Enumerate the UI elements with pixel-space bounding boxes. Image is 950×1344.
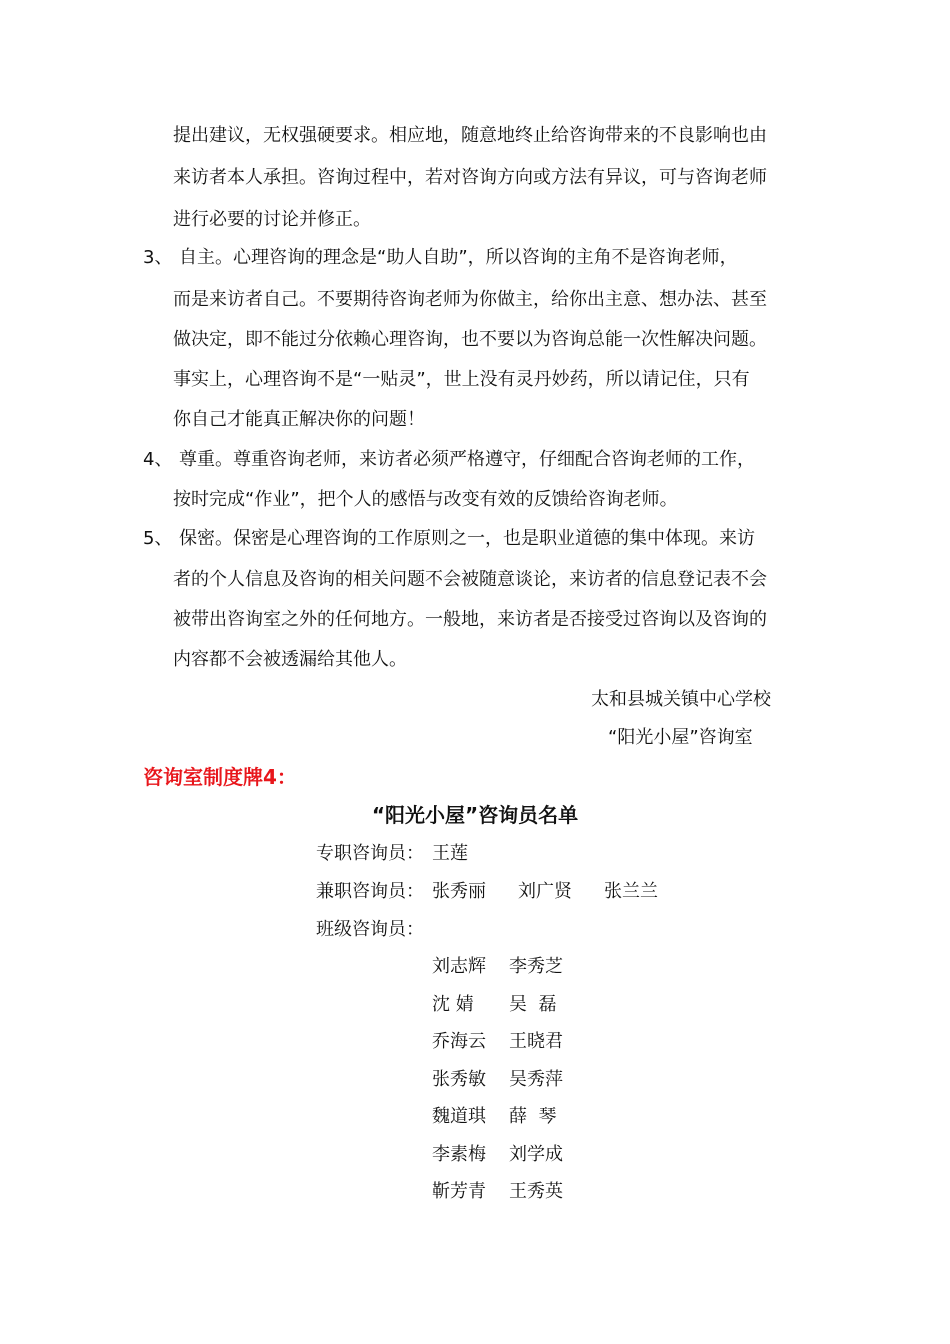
class-counselor-label: 班级咨询员： — [316, 919, 424, 940]
signature-room: “阳光小屋”咨询室 — [608, 727, 753, 748]
item-5-number: 5、 — [143, 528, 173, 549]
class-counselor-name: 沈 婧 — [432, 994, 474, 1015]
class-counselor-name: 张秀敏 — [432, 1069, 486, 1090]
board-4-heading: 咨询室制度牌4： — [143, 765, 297, 789]
class-counselor-name: 刘学成 — [509, 1144, 563, 1165]
parttime-name-3: 张兰兰 — [604, 881, 658, 902]
class-counselor-name: 靳芳青 — [432, 1181, 486, 1202]
class-counselor-name: 王晓君 — [509, 1031, 563, 1052]
class-counselor-name: 吴 磊 — [509, 994, 557, 1015]
item-3-line-5: 你自己才能真正解决你的问题！ — [173, 409, 425, 430]
signature-school: 太和县城关镇中心学校 — [591, 689, 771, 710]
item-5-line-4: 内容都不会被透漏给其他人。 — [173, 649, 407, 670]
class-counselor-name: 李素梅 — [432, 1144, 486, 1165]
class-counselor-name: 薛 琴 — [509, 1106, 557, 1127]
parttime-label: 兼职咨询员： — [316, 881, 424, 902]
parttime-name-2: 刘广贤 — [518, 881, 572, 902]
item-4-line-1: 尊重。尊重咨询老师，来访者必须严格遵守，仔细配合咨询老师的工作， — [179, 449, 755, 470]
fulltime-name: 王莲 — [432, 843, 468, 864]
fulltime-label: 专职咨询员： — [316, 843, 424, 864]
item-3-line-1: 自主。心理咨询的理念是“助人自助”，所以咨询的主角不是咨询老师， — [179, 247, 738, 268]
roster-title: “阳光小屋”咨询员名单 — [371, 803, 579, 827]
item-3-number: 3、 — [143, 247, 173, 268]
paragraph-2-line-1: 提出建议，无权强硬要求。相应地，随意地终止给咨询带来的不良影响也由 — [173, 125, 767, 146]
class-counselor-name: 李秀芝 — [509, 956, 563, 977]
item-3-line-2: 而是来访者自己。不要期待咨询老师为你做主，给你出主意、想办法、甚至 — [173, 289, 767, 310]
class-counselor-name: 王秀英 — [509, 1181, 563, 1202]
paragraph-2-line-3: 进行必要的讨论并修正。 — [173, 209, 371, 230]
item-5-line-2: 者的个人信息及咨询的相关问题不会被随意谈论，来访者的信息登记表不会 — [173, 569, 767, 590]
paragraph-2-line-2: 来访者本人承担。咨询过程中，若对咨询方向或方法有异议，可与咨询老师 — [173, 167, 767, 188]
item-4-number: 4、 — [143, 449, 173, 470]
class-counselor-name: 魏道琪 — [432, 1106, 486, 1127]
item-5-line-1: 保密。保密是心理咨询的工作原则之一，也是职业道德的集中体现。来访 — [179, 528, 755, 549]
item-3-line-3: 做决定，即不能过分依赖心理咨询，也不要以为咨询总能一次性解决问题。 — [173, 329, 767, 350]
item-3-line-4: 事实上，心理咨询不是“一贴灵”，世上没有灵丹妙药，所以请记住，只有 — [173, 369, 750, 390]
item-5-line-3: 被带出咨询室之外的任何地方。一般地，来访者是否接受过咨询以及咨询的 — [173, 609, 767, 630]
class-counselor-name: 刘志辉 — [432, 956, 486, 977]
class-counselor-name: 乔海云 — [432, 1031, 486, 1052]
parttime-name-1: 张秀丽 — [432, 881, 486, 902]
item-4-line-2: 按时完成“作业”，把个人的感悟与改变有效的反馈给咨询老师。 — [173, 489, 678, 510]
class-counselor-name: 吴秀萍 — [509, 1069, 563, 1090]
